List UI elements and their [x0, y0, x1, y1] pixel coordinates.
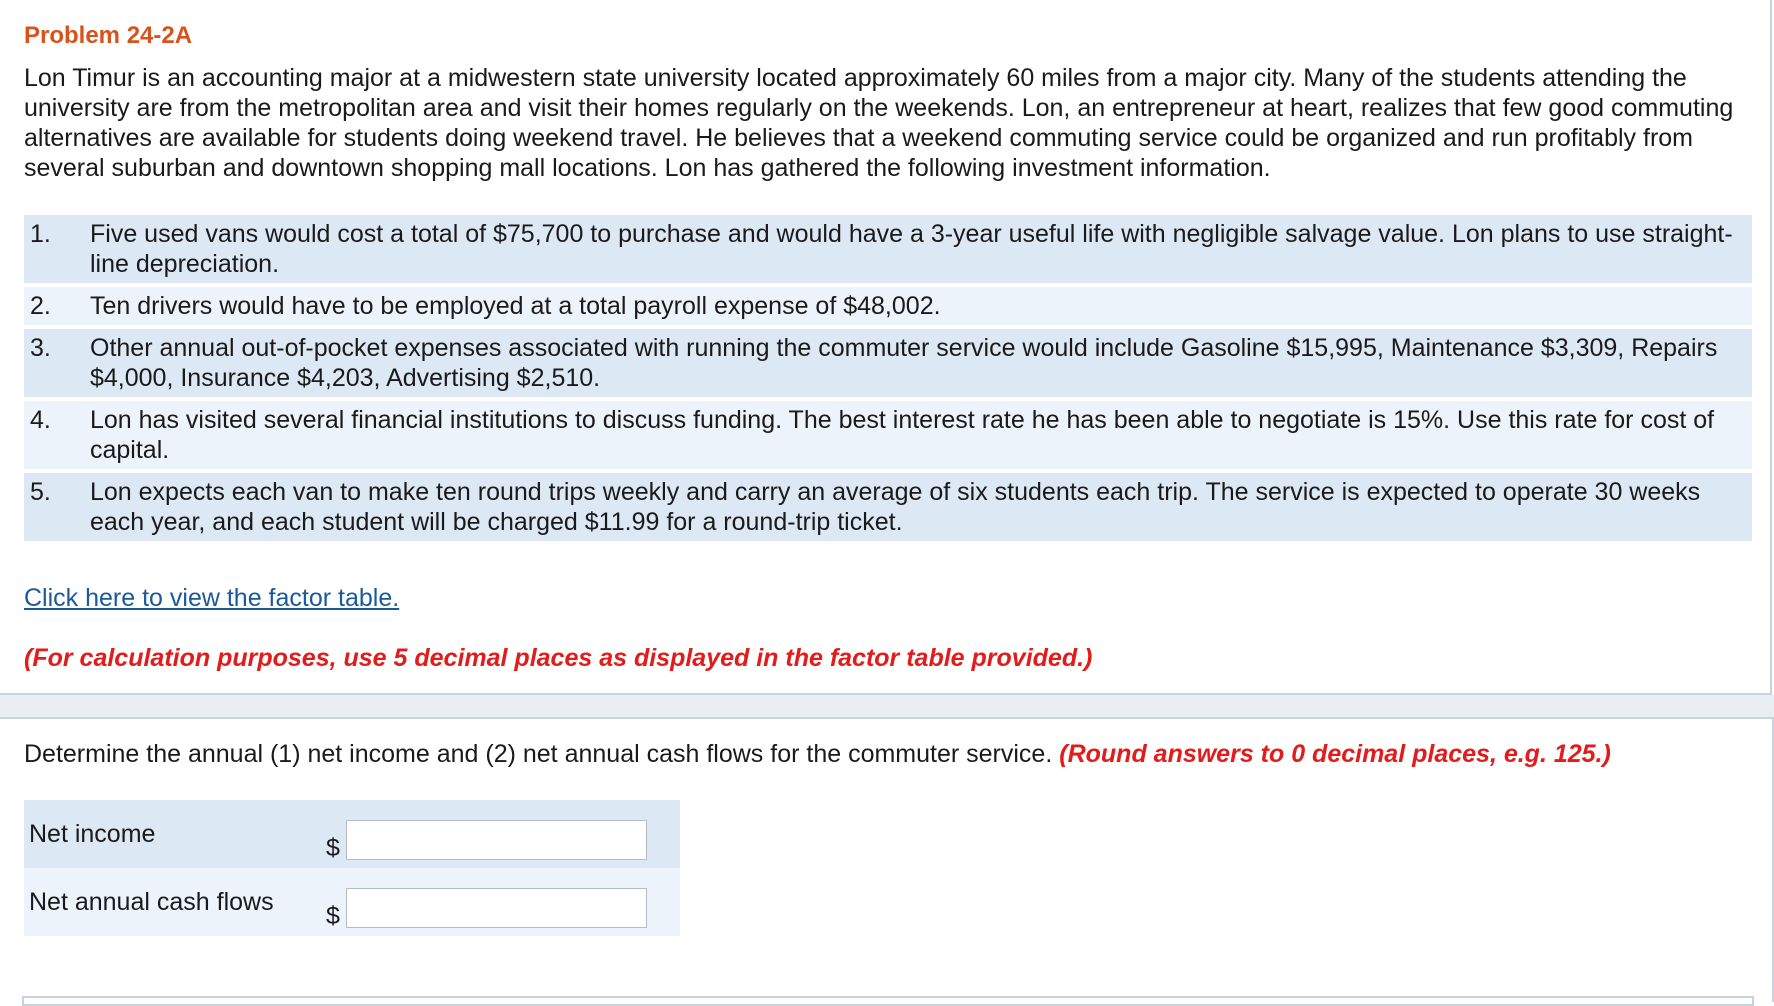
list-item-number: 2. — [30, 292, 51, 320]
list-item-text: Lon has visited several financial institutions to discuss funding. The best interest rate he has been able to negotiate is 15%. Use this rate for cost of capital. — [90, 406, 1715, 464]
list-item-text: Five used vans would cost a total of $75,700 to purchase and would have a 3-year useful life with negligible salvage value. Lon plans to use straight-line depreciation. — [90, 220, 1733, 278]
panel-separator — [0, 695, 1774, 717]
list-item-number: 5. — [30, 478, 51, 506]
calculation-note: (For calculation purposes, use 5 decimal places as displayed in the factor table provided.) — [24, 644, 1093, 672]
net-cash-flows-input[interactable] — [346, 888, 647, 928]
list-item — [24, 401, 1752, 469]
list-item — [24, 329, 1752, 397]
list-item-number: 3. — [30, 334, 51, 362]
answer-row-net-income — [24, 800, 680, 868]
list-item — [24, 287, 1752, 325]
next-section-box — [22, 996, 1754, 1006]
list-item-number: 1. — [30, 220, 51, 248]
net-income-input[interactable] — [346, 820, 647, 860]
list-item-text: Lon expects each van to make ten round trips weekly and carry an average of six students each trip. The service is expected to operate 30 weeks each year, and each student will be charged $11.99 for a round-trip ticket. — [90, 478, 1701, 536]
answer-table — [24, 800, 680, 936]
list-item-text: Other annual out-of-pocket expenses associated with running the commuter service would include Gasoline $15,995, Maintenance $3,309, Repairs $4,000, Insurance $4,203, Advertising $2,510. — [90, 334, 1718, 392]
question-prompt: Determine the annual (1) net income and (2) net annual cash flows for the commuter service. — [24, 740, 1053, 768]
currency-symbol: $ — [326, 902, 340, 930]
question-text — [24, 740, 1611, 769]
investment-info-list — [24, 215, 1752, 545]
problem-title: Problem 24-2A — [24, 22, 193, 49]
problem-intro: Lon Timur is an accounting major at a midwestern state university located approximately 60 miles from a major city. Many of the students attending the university are from the metropolitan area and visit their homes regularly on the weekends. Lon, an entrepreneur at heart, realizes that few good commuting alternatives are available for students doing weekend travel. He believes that a weekend commuting service could be organized and run profitably from several suburban and downtown shopping mall locations. Lon has gathered the following investment information. — [24, 64, 1734, 182]
currency-symbol: $ — [326, 834, 340, 862]
list-item-number: 4. — [30, 406, 51, 434]
list-item — [24, 473, 1752, 541]
net-income-label: Net income — [29, 820, 156, 848]
list-item — [24, 215, 1752, 283]
rounding-note: (Round answers to 0 decimal places, e.g. 125.) — [1059, 740, 1611, 768]
answer-row-net-cash-flows — [24, 868, 680, 936]
net-cash-flows-label: Net annual cash flows — [29, 888, 274, 916]
list-item-text: Ten drivers would have to be employed at a total payroll expense of $48,002. — [90, 292, 941, 320]
factor-table-link[interactable]: Click here to view the factor table. — [24, 584, 400, 612]
